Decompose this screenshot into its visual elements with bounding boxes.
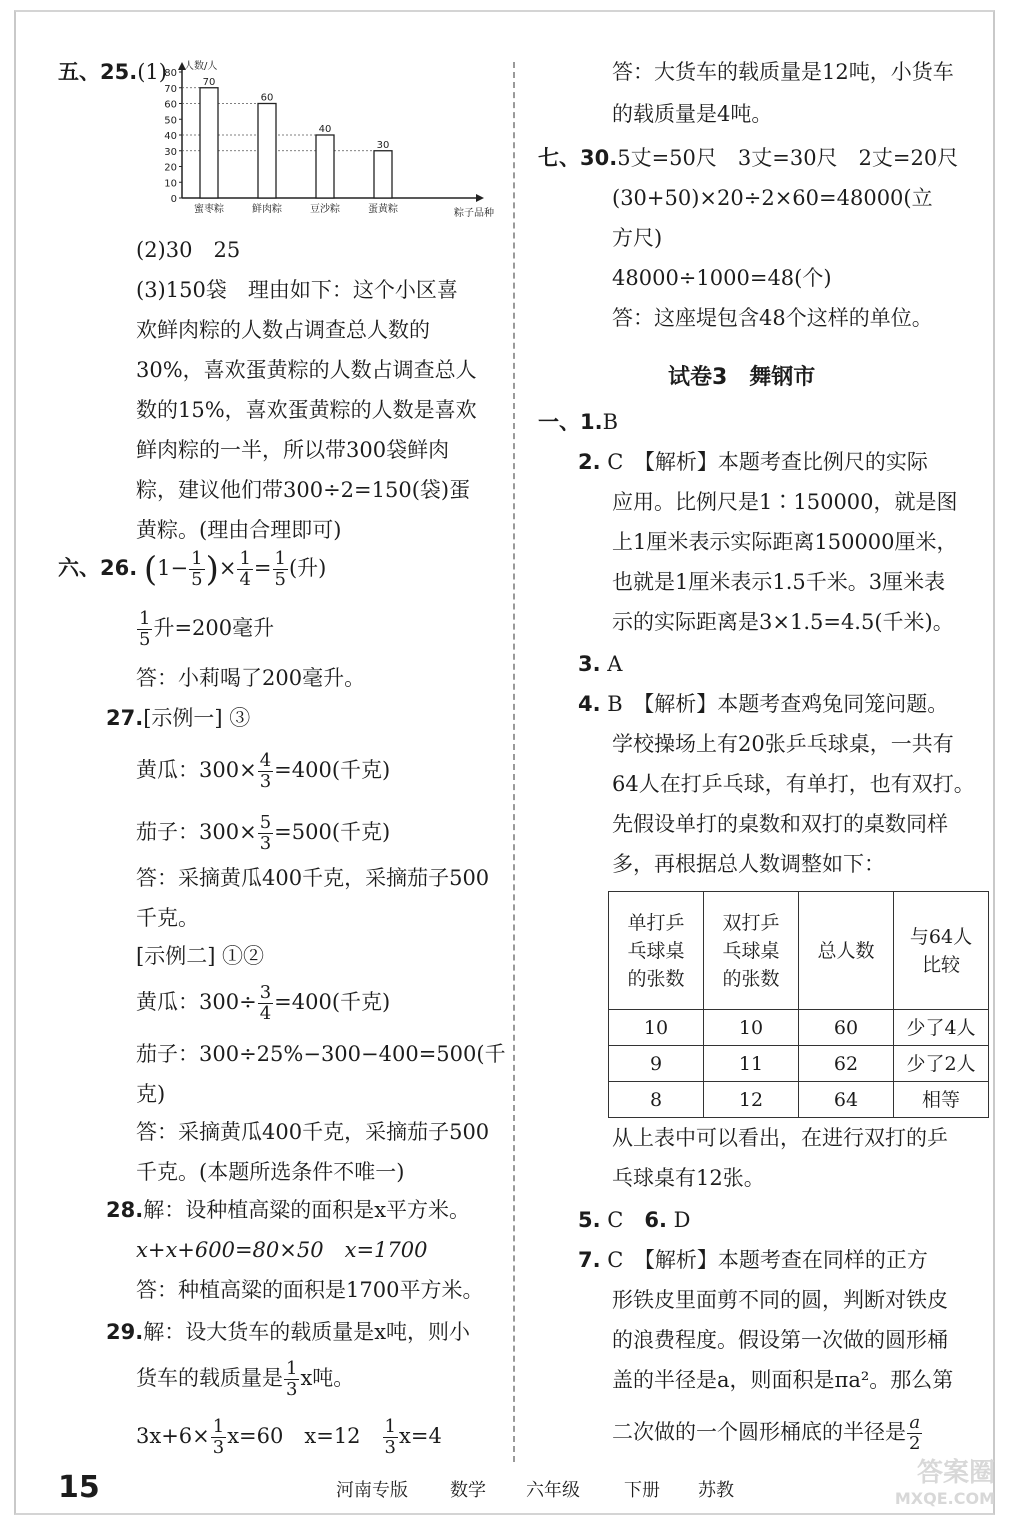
chart-category-label: 蜜枣粽 (194, 204, 224, 215)
table-row (609, 1082, 989, 1118)
q25-3-line-7: 黄粽。(理由合理即可) (136, 518, 342, 542)
fraction-1-3-c: $\frac{1}{3}$ (384, 1416, 396, 1458)
chart-y-tick-label: 60 (164, 99, 177, 111)
q26-answer: 答：小莉喝了200毫升。 (136, 666, 366, 690)
q4-after-l1: 从上表中可以看出，在进行双打的乒 (612, 1126, 948, 1150)
q28-line-1: 28.解：设种植高粱的面积是x平方米。 (106, 1198, 471, 1222)
table-cell: 9 (609, 1046, 704, 1082)
q30-line-3: 方尺) (612, 226, 663, 250)
q27-example-2: [示例二] ①② (136, 944, 265, 968)
q7-number: 7. (578, 1248, 601, 1272)
page-footer (58, 1470, 988, 1510)
fraction-3-4: $\frac{3}{4}$ (259, 982, 272, 1024)
q4-after-l2: 乓球桌有12张。 (612, 1166, 765, 1190)
q7-line-2: 形铁皮里面剪不同的圆，判断对铁皮 (612, 1288, 948, 1312)
watermark-line-1: 答案圈 (916, 1458, 995, 1488)
table-cell: 62 (799, 1046, 894, 1082)
q7-line-5: 二次做的一个圆形桶底的半径是 $\frac{a}{2}$ (612, 1412, 921, 1454)
page-number: 15 (58, 1470, 100, 1505)
fraction-1-3: $\frac{1}{3}$ (286, 1358, 298, 1400)
table-cell: 64 (799, 1082, 894, 1118)
q29-line-3: 3x+6× $\frac{1}{3}$ x=60 x=12 $\frac{1}{3}$ x=4 (136, 1416, 442, 1458)
q25-3-line-1: (3)150袋 理由如下：这个小区喜 (136, 278, 458, 302)
q27-example-1: [示例一] ③ (143, 706, 251, 730)
q26-number: 六、26. (58, 556, 138, 580)
table-cell: 10 (609, 1010, 704, 1046)
chart-y-tick-label: 40 (164, 131, 177, 142)
q26-equals: = (253, 556, 272, 580)
chart-y-tick-label: 50 (164, 115, 177, 127)
q7-line-1: 7. C 【解析】本题考查在同样的正方 (578, 1248, 928, 1272)
chart-xlabel: 粽子品种 (454, 208, 494, 219)
chart-y-tick-label: 80 (164, 68, 177, 79)
chart-category-label: 豆沙粽 (310, 204, 340, 215)
q28-number: 28. (106, 1198, 144, 1222)
chart-ylabel: 人数/人 (184, 61, 218, 72)
column-divider (513, 62, 515, 1462)
table-cell: 60 (799, 1010, 894, 1046)
q27-answer-2-l1: 答：采摘黄瓜400千克，采摘茄子500 (136, 1120, 490, 1144)
chart-category-label: 鲜肉粽 (252, 204, 282, 215)
chart-x-arrow (476, 194, 484, 202)
q26-times: × (218, 556, 237, 580)
q4-line-3: 64人在打乒乓球，有单打，也有双打。 (612, 772, 975, 796)
q25-3-line-6: 粽，建议他们带300÷2=150(袋)蛋 (136, 478, 471, 502)
chart-bar (316, 135, 334, 198)
q27-answer-2-l2: 千克。(本题所选条件不唯一) (136, 1160, 405, 1184)
q27-eggplant-2-l2: 克) (136, 1082, 166, 1106)
q30-number: 七、30. (538, 146, 618, 170)
chart-bar-value: 40 (318, 124, 332, 135)
chart-bar-value: 60 (260, 92, 274, 104)
q3-line: 3. A (578, 652, 623, 676)
table-cell: 少了2人 (894, 1046, 989, 1082)
chart-y-tick-label: 20 (164, 162, 177, 174)
q2-line-2: 应用。比例尺是1∶150000，就是图 (612, 490, 958, 514)
q7-line-4: 盖的半径是a，则面积是πa²。那么第 (612, 1368, 954, 1392)
q30-line-4: 48000÷1000=48(个) (612, 266, 832, 290)
table-cell: 少了4人 (894, 1010, 989, 1046)
q29-answer-l2: 的载质量是4吨。 (612, 102, 773, 126)
q5-number: 5. (578, 1208, 601, 1232)
q29-line-2: 货车的载质量是 $\frac{1}{3}$ x吨。 (136, 1358, 355, 1400)
table-cell: 相等 (894, 1082, 989, 1118)
q2-line-5: 示的实际距离是3×1.5=4.5(千米)。 (612, 610, 954, 634)
q27-cucumber-2: 黄瓜：300÷ $\frac{3}{4}$ =400(千克) (136, 982, 391, 1024)
q4-line-5: 多，再根据总人数调整如下： (612, 852, 885, 876)
q27-answer-1-l1: 答：采摘黄瓜400千克，采摘茄子500 (136, 866, 490, 890)
watermark-logo (895, 1460, 995, 1512)
q2-number: 2. (578, 450, 601, 474)
table-header-row (609, 892, 989, 1010)
footer-grade: 六年级 (526, 1480, 580, 1501)
chart-y-tick-label: 30 (164, 146, 177, 158)
table-row (609, 1046, 989, 1082)
fraction-1-5: $\frac{1}{5}$ (191, 548, 203, 590)
table-cell: 10 (704, 1010, 799, 1046)
chart-y-tick-label: 10 (164, 178, 177, 190)
table-cell: 11 (704, 1046, 799, 1082)
q26-one-minus: 1− (157, 556, 189, 580)
q25-3-line-2: 欢鲜肉粽的人数占调查总人数的 (136, 318, 430, 342)
watermark-line-2: MXQE.COM (894, 1489, 995, 1508)
q26-line-2 (136, 608, 274, 650)
q4-line-2: 学校操场上有20张乒乓球桌，一共有 (612, 732, 954, 756)
fraction-1-3-b: $\frac{1}{3}$ (212, 1416, 225, 1458)
chart-bar-value: 70 (202, 76, 216, 88)
q25-sub: (1) (137, 60, 167, 84)
q29-number: 29. (106, 1320, 144, 1344)
q30-line-2: (30+50)×20÷2×60=48000(立 (612, 186, 933, 210)
q25-line (58, 52, 167, 92)
chart-bar-value: 30 (376, 139, 390, 151)
bar-chart (154, 58, 494, 228)
q6-number: 6. (644, 1208, 667, 1232)
table-header-singles: 单打乒 乓球桌 的张数 (609, 892, 704, 1010)
pingpong-table (608, 891, 989, 1118)
q25-3-line-5: 鲜肉粽的一半，所以带300袋鲜肉 (136, 438, 450, 462)
q29-line-1: 29.解：设大货车的载质量是x吨，则小 (106, 1320, 471, 1344)
chart-category-label: 蛋黄粽 (368, 204, 398, 215)
q30-line-5: 答：这座堤包含48个这样的单位。 (612, 306, 933, 330)
footer-publisher: 苏教 (698, 1480, 734, 1501)
q27-eggplant-2-l1: 茄子：300÷25%−300−400=500(千 (136, 1042, 506, 1066)
s1-number: 一、1. (538, 410, 603, 434)
q5-q6-line: 5. C 6. D (578, 1208, 691, 1232)
q3-number: 3. (578, 652, 601, 676)
table-header-compare: 与64人 比较 (894, 892, 989, 1010)
paper-title: 试卷3 舞钢市 (668, 365, 816, 390)
q25-number: 五、25. (58, 60, 138, 84)
fraction-4-3: $\frac{4}{3}$ (259, 750, 272, 792)
q7-line-3: 的浪费程度。假设第一次做的圆形桶 (612, 1328, 948, 1352)
fraction-a-2: $\frac{a}{2}$ (909, 1412, 921, 1454)
table-cell: 8 (609, 1082, 704, 1118)
table-header-doubles: 双打乒 乓球桌 的张数 (704, 892, 799, 1010)
fraction-1-4: $\frac{1}{4}$ (239, 548, 251, 590)
chart-y-tick-label: 0 (170, 194, 177, 205)
q27-answer-1-l2: 千克。 (136, 906, 199, 930)
q2-line-4: 也就是1厘米表示1.5千米。3厘米表 (612, 570, 946, 594)
q27-eggplant-1: 茄子：300× $\frac{5}{3}$ =500(千克) (136, 812, 391, 854)
q27-cucumber-1: 黄瓜：300× $\frac{4}{3}$ =400(千克) (136, 750, 391, 792)
q28-line-3: 答：种植高粱的面积是1700平方米。 (136, 1278, 484, 1302)
footer-volume: 下册 (624, 1480, 660, 1501)
q28-line-2: x+x+600=80×50 x=1700 (136, 1238, 428, 1262)
q25-2: (2)30 25 (136, 238, 241, 262)
q25-3-line-4: 数的15%，喜欢蛋黄粽的人数是喜欢 (136, 398, 477, 422)
q4-number: 4. (578, 692, 601, 716)
footer-subject: 数学 (450, 1480, 486, 1501)
q29-answer-l1: 答：大货车的载质量是12吨，小货车 (612, 60, 954, 84)
q26-convert: 升=200毫升 (153, 616, 275, 640)
q2-line-3: 上1厘米表示实际距离150000厘米， (612, 530, 958, 554)
fraction-1-5-result: $\frac{1}{5}$ (274, 548, 286, 590)
chart-bar (258, 104, 276, 199)
chart-bar (374, 151, 392, 198)
chart-y-tick-label: 70 (164, 83, 177, 95)
s1-line: 一、1.B (538, 410, 619, 434)
q26-unit: (升) (288, 556, 327, 580)
q25-3-line-3: 30%，喜欢蛋黄粽的人数占调查总人 (136, 358, 477, 382)
q4-line-4: 先假设单打的桌数和双打的桌数同样 (612, 812, 948, 836)
q27-number: 27. (106, 706, 144, 730)
fraction-5-3: $\frac{5}{3}$ (259, 812, 272, 854)
q4-line-1: 4. B 【解析】本题考查鸡兔同笼问题。 (578, 692, 949, 716)
chart-bar (200, 88, 218, 198)
table-row (609, 1010, 989, 1046)
table-header-total: 总人数 (799, 892, 894, 1010)
fraction-1-5-l2: $\frac{1}{5}$ (139, 608, 151, 650)
q30-line-1: 七、30.5丈=50尺 3丈=30尺 2丈=20尺 (538, 146, 959, 170)
footer-edition: 河南专版 (336, 1480, 408, 1501)
q27-line (106, 698, 250, 738)
q2-line-1: 2. C 【解析】本题考查比例尺的实际 (578, 450, 928, 474)
q26-line-1: 六、26. (1− $\frac{1}{5}$ )× $\frac{1}{4}$ = $\frac{1}{5}$ (升) (58, 548, 327, 590)
table-cell: 12 (704, 1082, 799, 1118)
